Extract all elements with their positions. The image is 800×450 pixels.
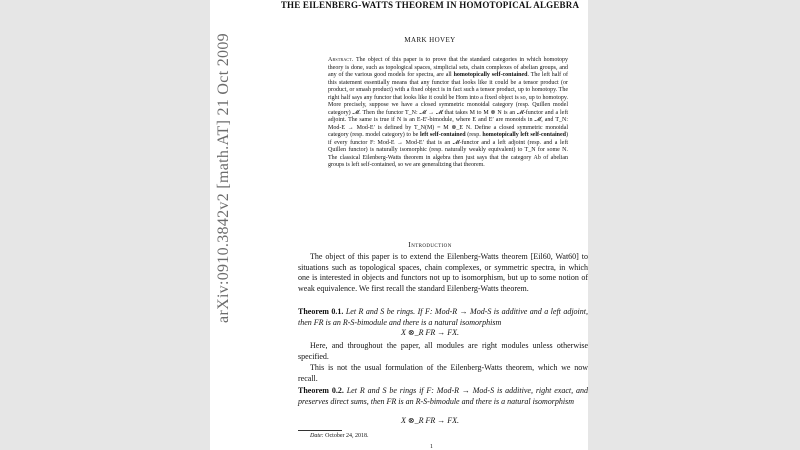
arxiv-identifier: arXiv:0910.3842v2 [math.AT] 21 Oct 2009	[215, 33, 233, 323]
arxiv-side-stamp	[212, 28, 236, 328]
theorem-0-2	[298, 386, 588, 407]
abstract-bold-1: homotopically self-contained	[453, 72, 528, 78]
theorem-0-2-text: Let R and S be rings if F: Mod-R → Mod-S is additive, right exact, and preserves direct sums, then FR is an R-S-bimodule and there is a natural isomorphism	[298, 386, 588, 406]
theorem-0-1-formula: X ⊗_R FR → FX.	[400, 328, 460, 337]
author-name: MARK HOVEY	[404, 36, 456, 44]
abstract-label: Abstract.	[328, 57, 354, 63]
theorem-0-2-formula: X ⊗_R FR → FX.	[400, 416, 460, 425]
section-heading-introduction: Introduction	[408, 240, 452, 249]
intro-paragraph: The object of this paper is to extend the Eilenberg-Watts theorem [Eil60, Wat60] to situations such as topological spaces, chain complexes, or symmetric spectra, in which one is interested in objects and functors not up to isomorphism, but up to some notion of weak equivalence. We first recall the standard Eilenberg-Watts theorem.	[298, 252, 588, 293]
paragraph-modules: Here, and throughout the paper, all modules are right modules unless otherwise specified.	[298, 341, 588, 361]
abstract	[328, 57, 568, 170]
theorem-0-1	[298, 307, 588, 328]
abstract-bold-2: left self-contained	[419, 132, 466, 138]
footnote-date	[310, 433, 369, 439]
paragraph-usual-formulation: This is not the usual formulation of the Eilenberg-Watts theorem, which we now recall.	[298, 363, 588, 383]
paper-page	[210, 0, 588, 450]
abstract-bold-3: homotopically left self-contained	[482, 132, 566, 138]
theorem-0-1-label: Theorem 0.1.	[298, 307, 344, 316]
footnote-date-value: October 24, 2018.	[325, 433, 369, 439]
footnote-divider	[298, 430, 342, 431]
abstract-text-3: (resp.	[467, 132, 481, 138]
abstract-text-1: The object of this paper is to prove that the standard categories in which homotopy theory is done, such as topological spaces, simplicial sets, chain complexes of abelian groups, and any of the various good models for spectra, are all	[328, 57, 568, 78]
abstract-text-4: ) if every functor F: Mod-E → Mod-E′ that is an 𝓜-functor and a left adjoint (resp. and a left Quillen functor) is naturally isomorphic (resp. naturally weakly equivalent) to T_N for some N. The classical Eilenberg-Watts theorem in algebra then just says that the category Ab of abelian groups is left self-contained, so we are generalizing that theorem.	[328, 132, 568, 168]
paper-title: THE EILENBERG-WATTS THEOREM IN HOMOTOPICAL ALGEBRA	[280, 0, 580, 10]
theorem-0-1-text: Let R and S be rings. If F: Mod-R → Mod-S is additive and a left adjoint, then FR is an R-S-bimodule and there is a natural isomorphism	[298, 307, 588, 327]
theorem-0-2-label: Theorem 0.2.	[298, 386, 344, 395]
footnote-date-label: Date:	[310, 433, 324, 439]
page-number: 1	[430, 444, 433, 450]
abstract-text-2: . The left half of this statement essentially means that any functor that looks like it could be a tensor product (or product, or smash product) with a fixed object is in fact such a tensor product, up to homotopy. The right half says any functor that looks like it could be Hom into a fixed object is so, up to homotopy. More precisely, suppose we have a closed symmetric monoidal category (resp. Quillen model category) 𝓜. Then the functor T_N: 𝓜 → 𝓜 that takes M to M ⊗ N is an 𝓜-functor and a left adjoint. The same is true if N is an E-E′-bimodule, where E and E′ are monoids in 𝓜, and T_N: Mod-E → Mod-E′ is defined by T_N(M) = M ⊗_E N. Define a closed symmetric monoidal category (resp. model category) to be	[328, 72, 569, 138]
